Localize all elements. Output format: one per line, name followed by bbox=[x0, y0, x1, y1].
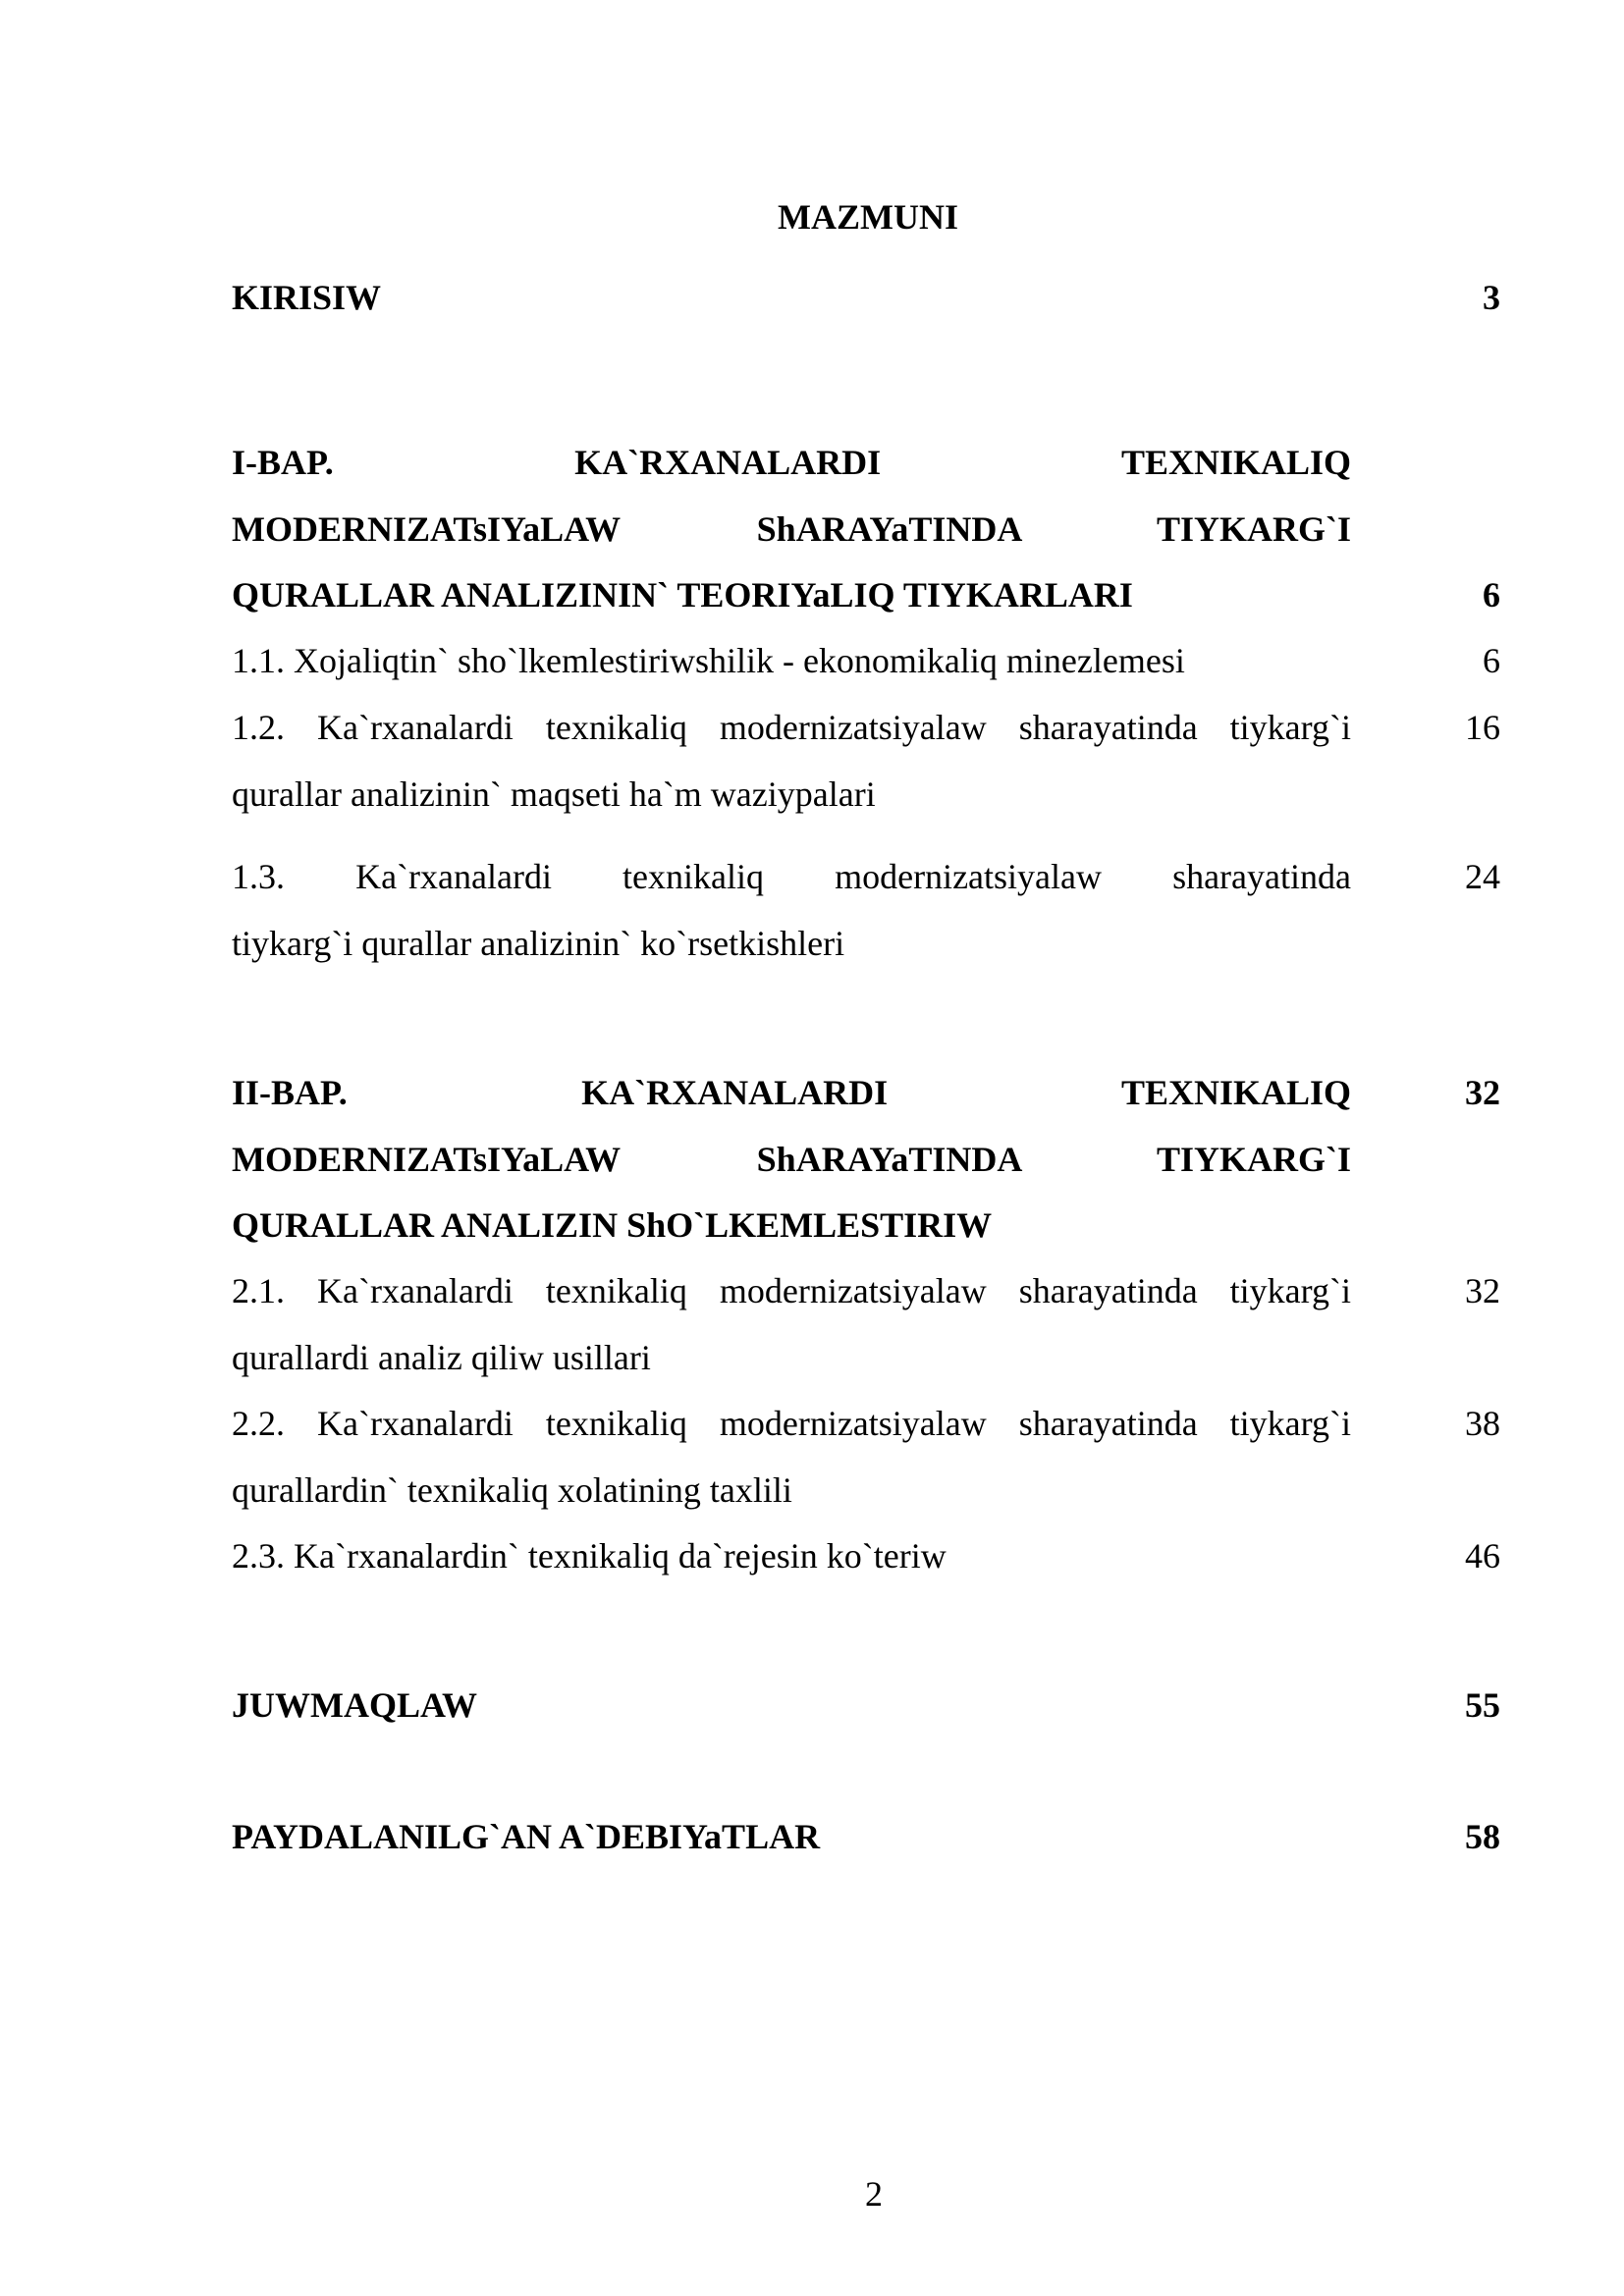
toc-entry-text: qurallardin` texnikaliq xolatining taxlili bbox=[232, 1469, 792, 1510]
toc-entry-text: 1.1. Xojaliqtin` sho`lkemlestiriwshilik - ekonomikaliq minezlemesi bbox=[232, 641, 1185, 680]
toc-entry-conclusion[interactable] bbox=[232, 1673, 1500, 1739]
toc-entry-text: PAYDALANILG`AN A`DEBIYaTLAR bbox=[232, 1817, 821, 1856]
toc-entry-section-2-3[interactable] bbox=[232, 1523, 1500, 1590]
toc-entry-text: QURALLAR ANALIZININ` TEORIYaLIQ TIYKARLARI bbox=[232, 575, 1133, 614]
toc-page-number: 3 bbox=[1483, 278, 1500, 317]
toc-entry-text: KIRISIW bbox=[232, 278, 382, 317]
toc-entry-text: MODERNIZATsIYaLAW ShARAYaTINDA TIYKARG`I bbox=[232, 1139, 1351, 1179]
toc-entry-text: 1.2. Ka`rxanalardi texnikaliq modernizatsiyalaw sharayatinda tiykarg`i bbox=[232, 708, 1351, 747]
toc-page-number: 38 bbox=[1465, 1404, 1500, 1443]
toc-page-number: 6 bbox=[1483, 641, 1500, 680]
toc-entry-text: MODERNIZATsIYaLAW ShARAYaTINDA TIYKARG`I bbox=[232, 508, 1351, 549]
toc-entry-text: QURALLAR ANALIZIN ShO`LKEMLESTIRIW bbox=[232, 1205, 993, 1245]
toc-entry-section-1-1[interactable] bbox=[232, 628, 1500, 695]
toc-page-number: 16 bbox=[1465, 708, 1500, 747]
toc-entry-introduction[interactable] bbox=[232, 265, 1500, 332]
toc-page-number: 46 bbox=[1465, 1536, 1500, 1575]
toc-entry-chapter-1[interactable] bbox=[232, 430, 1500, 629]
toc-entry-text: 2.1. Ka`rxanalardi texnikaliq modernizatsiyalaw sharayatinda tiykarg`i bbox=[232, 1271, 1351, 1310]
toc-page-number: 6 bbox=[1483, 575, 1500, 614]
toc-entry-text: II-BAP. KA`RXANALARDI TEXNIKALIQ bbox=[232, 1073, 1351, 1112]
toc-page-number: 32 bbox=[1465, 1073, 1500, 1112]
toc-title: MAZMUNI bbox=[778, 197, 958, 237]
toc-entry-chapter-2[interactable] bbox=[232, 1060, 1500, 1259]
toc-page-number: 58 bbox=[1465, 1817, 1500, 1856]
toc-entry-text: 2.3. Ka`rxanalardin` texnikaliq da`rejesin ko`teriw bbox=[232, 1536, 947, 1575]
toc-entry-text: qurallar analizinin` maqseti ha`m waziypalari bbox=[232, 774, 876, 814]
toc-entry-text: I-BAP. KA`RXANALARDI TEXNIKALIQ bbox=[232, 443, 1351, 482]
toc-entry-text: tiykarg`i qurallar analizinin` ko`rsetkishleri bbox=[232, 923, 845, 963]
toc-entry-section-2-2[interactable] bbox=[232, 1391, 1500, 1523]
toc-entry-text: qurallardi analiz qiliw usillari bbox=[232, 1337, 651, 1377]
toc-entry-references[interactable] bbox=[232, 1804, 1500, 1871]
toc-entry-section-1-3[interactable] bbox=[232, 844, 1500, 977]
toc-entry-text: 2.2. Ka`rxanalardi texnikaliq modernizatsiyalaw sharayatinda tiykarg`i bbox=[232, 1404, 1351, 1443]
toc-page-number: 55 bbox=[1465, 1685, 1500, 1725]
page-number-footer: 2 bbox=[865, 2174, 883, 2214]
toc-entry-text: JUWMAQLAW bbox=[232, 1685, 477, 1725]
toc-page-number: 24 bbox=[1465, 857, 1500, 896]
toc-entry-section-2-1[interactable] bbox=[232, 1258, 1500, 1391]
toc-page-number: 32 bbox=[1465, 1271, 1500, 1310]
toc-entry-text: 1.3. Ka`rxanalardi texnikaliq modernizatsiyalaw sharayatinda bbox=[232, 857, 1351, 896]
toc-entry-section-1-2[interactable] bbox=[232, 695, 1500, 828]
